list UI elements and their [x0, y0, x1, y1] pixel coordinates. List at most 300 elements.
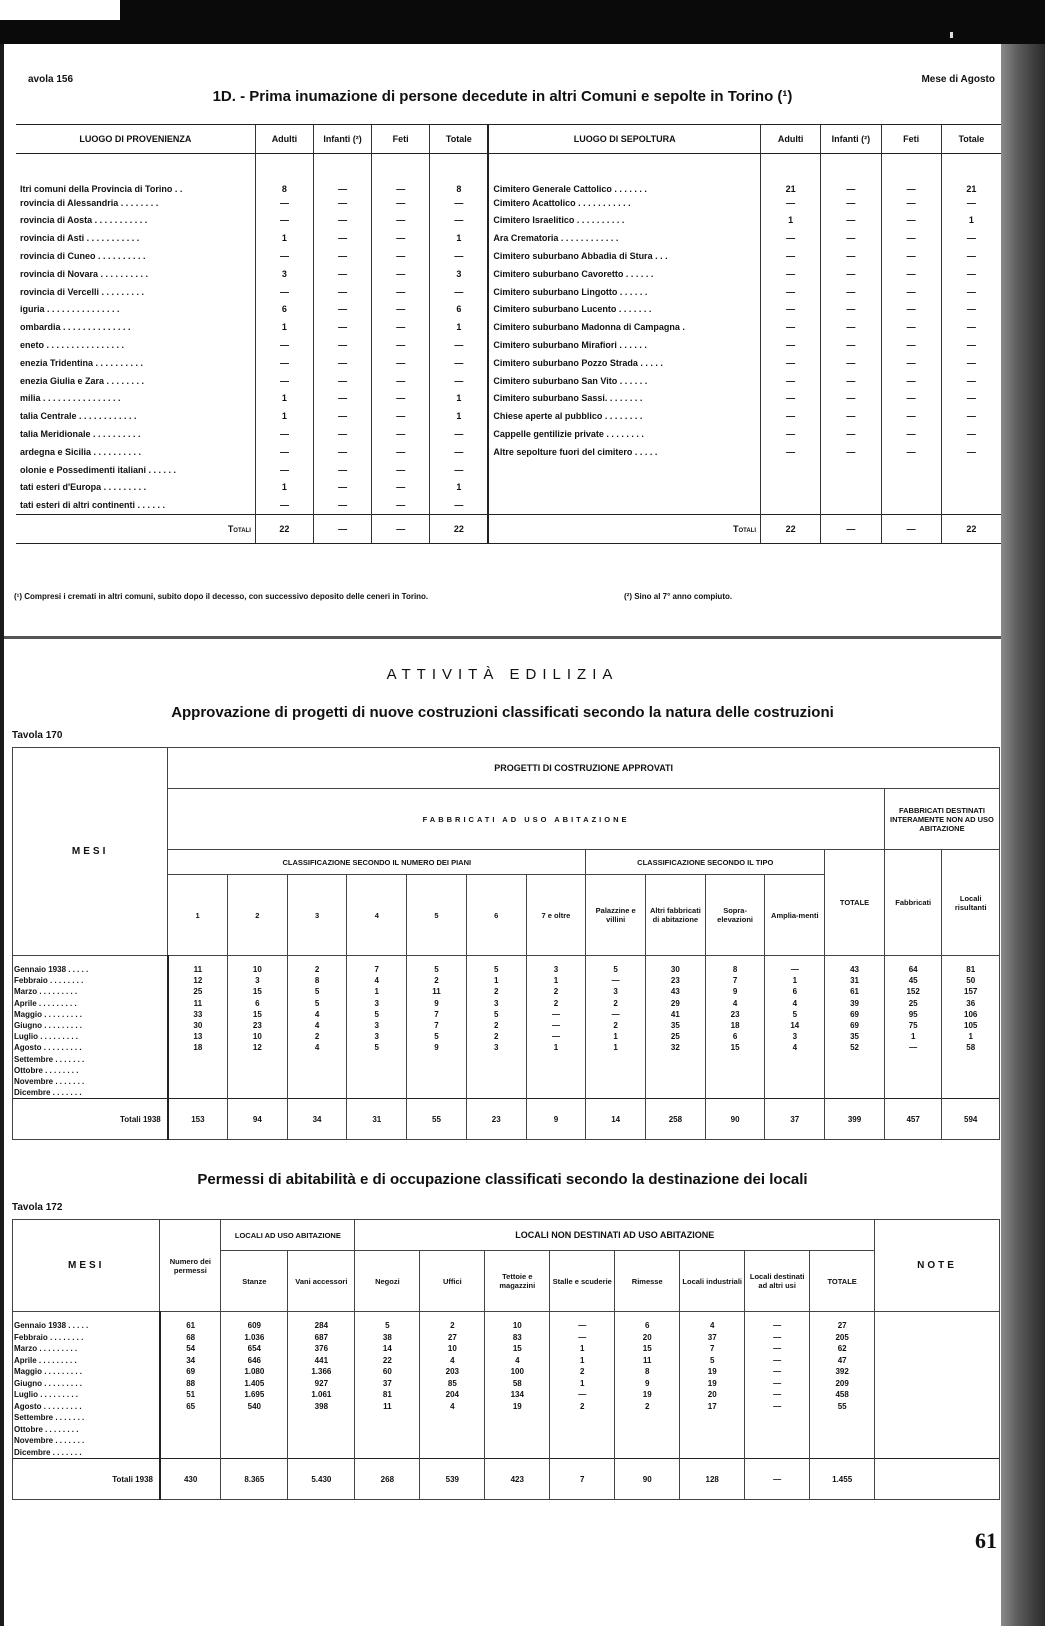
value-cell: 38 [355, 1332, 420, 1344]
abitabilita-row [13, 1424, 1000, 1436]
value-cell [825, 1076, 885, 1087]
burials-footnote-1: (¹) Compresi i cremati in altri comuni, subito dopo il decesso, con successivo deposito delle ceneri in Torino. [14, 592, 429, 601]
count-cell: — [430, 461, 489, 479]
value-cell: 3 [347, 998, 407, 1009]
count-cell: — [821, 247, 881, 265]
value-cell: 1.405 [221, 1378, 288, 1390]
value-cell: 81 [355, 1389, 420, 1401]
burials-total-row [16, 515, 1001, 544]
month-cell: Dicembre . . . . . . . [13, 1447, 160, 1459]
abitabilita-row [13, 1401, 1000, 1413]
value-cell [466, 1076, 526, 1087]
count-cell: 8 [255, 154, 313, 194]
burials-total-cell: — [881, 515, 941, 544]
count-cell [761, 479, 821, 497]
count-cell: — [314, 194, 372, 212]
scan-corner [0, 0, 120, 20]
value-cell [160, 1435, 221, 1447]
tavola-172-label: Tavola 172 [12, 1202, 63, 1213]
month-cell: Agosto . . . . . . . . . [13, 1401, 160, 1413]
value-cell [420, 1424, 485, 1436]
count-cell: — [821, 443, 881, 461]
note-cell [875, 1459, 1000, 1500]
burials-row [16, 318, 1001, 336]
abitabilita-title: Permessi di abitabilità e di occupazione classificati secondo la destinazione dei locali [197, 1171, 808, 1188]
count-cell [881, 461, 941, 479]
note-cell [875, 1378, 1000, 1390]
value-cell: 39 [825, 998, 885, 1009]
value-cell: 9 [407, 1042, 467, 1053]
value-cell: — [586, 975, 646, 986]
value-cell: 5 [680, 1355, 745, 1367]
abitabilita-row [13, 1389, 1000, 1401]
value-cell: 1 [347, 986, 407, 997]
value-cell: 2 [526, 998, 586, 1009]
count-cell: — [941, 283, 1001, 301]
count-cell: — [761, 318, 821, 336]
value-cell: 687 [288, 1332, 355, 1344]
value-cell: 10 [227, 956, 287, 976]
count-cell: — [430, 283, 489, 301]
progetti-total-cell: 23 [466, 1099, 526, 1140]
value-cell: 2 [526, 986, 586, 997]
burials-col-header: Totale [430, 125, 489, 154]
progetti-table [12, 747, 1000, 1140]
value-cell: — [745, 1355, 810, 1367]
value-cell: 12 [227, 1042, 287, 1053]
count-cell: — [881, 247, 941, 265]
count-cell: — [821, 265, 881, 283]
count-cell: — [761, 247, 821, 265]
value-cell: 88 [160, 1378, 221, 1390]
sepoltura-cell [488, 461, 760, 479]
burials-row [16, 390, 1001, 408]
month-cell: Marzo . . . . . . . . . [13, 986, 168, 997]
month-cell: Gennaio 1938 . . . . . [13, 1312, 160, 1332]
value-cell: 10 [485, 1312, 550, 1332]
count-cell: 1 [430, 479, 489, 497]
progetti-total-cell: 14 [586, 1099, 646, 1140]
sepoltura-cell: Cimitero suburbano Lucento . . . . . . . [488, 301, 760, 319]
value-cell: 609 [221, 1312, 288, 1332]
value-cell [466, 1087, 526, 1099]
numero-permessi-header: Numero dei permessi [160, 1220, 221, 1312]
count-cell: — [941, 372, 1001, 390]
burials-total-cell: — [314, 515, 372, 544]
value-cell: 5 [355, 1312, 420, 1332]
provenienza-cell: iguria . . . . . . . . . . . . . . . [20, 304, 120, 315]
value-cell: 4 [287, 1009, 347, 1020]
month-cell: Agosto . . . . . . . . . [13, 1042, 168, 1053]
value-cell: 152 [884, 986, 942, 997]
value-cell: 11 [355, 1401, 420, 1413]
count-cell: — [314, 443, 372, 461]
count-cell: — [372, 425, 430, 443]
count-cell: — [372, 265, 430, 283]
piani-col-header: 1 [168, 875, 228, 956]
value-cell: 69 [825, 1020, 885, 1031]
value-cell: 1 [765, 975, 825, 986]
count-cell: — [372, 247, 430, 265]
abitabilita-table [12, 1219, 1000, 1500]
fabbricati-abitazione-header: FABBRICATI AD USO ABITAZIONE [168, 789, 885, 850]
count-cell: — [372, 154, 430, 194]
burials-row [16, 354, 1001, 372]
value-cell: 4 [420, 1355, 485, 1367]
count-cell: — [941, 407, 1001, 425]
value-cell: 20 [680, 1389, 745, 1401]
edilizia-heading: ATTIVITÀ EDILIZIA [386, 666, 619, 683]
count-cell: — [314, 372, 372, 390]
count-cell: — [941, 443, 1001, 461]
sepoltura-cell: Cimitero suburbano Pozzo Strada . . . . . [488, 354, 760, 372]
count-cell: — [430, 496, 489, 514]
value-cell: — [884, 1042, 942, 1053]
count-cell: — [430, 372, 489, 390]
value-cell: 398 [288, 1401, 355, 1413]
count-cell: — [314, 229, 372, 247]
progetti-header: PROGETTI DI COSTRUZIONE APPROVATI [168, 748, 1000, 789]
value-cell: 209 [810, 1378, 875, 1390]
burials-col-header: Infanti (²) [821, 125, 881, 154]
value-cell: 2 [287, 1031, 347, 1042]
burials-col-header: Adulti [761, 125, 821, 154]
value-cell: 3 [586, 986, 646, 997]
value-cell: — [550, 1312, 615, 1332]
provenienza-cell: ardegna e Sicilia . . . . . . . . . . [20, 446, 142, 457]
note-cell [875, 1435, 1000, 1447]
value-cell [347, 1065, 407, 1076]
value-cell [680, 1424, 745, 1436]
value-cell [407, 1054, 467, 1065]
note-cell [875, 1447, 1000, 1459]
count-cell [821, 479, 881, 497]
value-cell: 31 [825, 975, 885, 986]
value-cell: 95 [884, 1009, 942, 1020]
burials-row [16, 212, 1001, 230]
value-cell: 927 [288, 1378, 355, 1390]
value-cell: 1 [526, 1042, 586, 1053]
count-cell: 21 [941, 154, 1001, 194]
count-cell: — [314, 247, 372, 265]
sepoltura-cell: Cimitero Israelitico . . . . . . . . . . [488, 212, 760, 230]
value-cell: 20 [615, 1332, 680, 1344]
count-cell: — [314, 407, 372, 425]
month-label: Mese di Agosto [921, 74, 995, 85]
value-cell [355, 1447, 420, 1459]
count-cell: — [255, 194, 313, 212]
count-cell: — [881, 318, 941, 336]
value-cell [526, 1076, 586, 1087]
value-cell [168, 1087, 228, 1099]
value-cell: 30 [168, 1020, 228, 1031]
value-cell: 3 [347, 1020, 407, 1031]
value-cell: 25 [168, 986, 228, 997]
count-cell: — [255, 354, 313, 372]
class-tipo-header: CLASSIFICAZIONE SECONDO IL TIPO [586, 850, 825, 875]
value-cell: 14 [765, 1020, 825, 1031]
value-cell: — [745, 1366, 810, 1378]
burials-col-header: Adulti [255, 125, 313, 154]
value-cell: — [586, 1009, 646, 1020]
value-cell: 69 [825, 1009, 885, 1020]
value-cell: 11 [168, 998, 228, 1009]
value-cell: 6 [227, 998, 287, 1009]
provenienza-cell: ltri comuni della Provincia di Torino . . [20, 183, 183, 194]
value-cell: 1 [466, 975, 526, 986]
value-cell [745, 1412, 810, 1424]
value-cell: 376 [288, 1343, 355, 1355]
count-cell: — [430, 443, 489, 461]
value-cell [168, 1065, 228, 1076]
fabbricati-non-abitazione-header: FABBRICATI DESTINATI INTERAMENTE NON AD USO ABITAZIONE [884, 789, 999, 850]
value-cell [466, 1065, 526, 1076]
count-cell: — [881, 407, 941, 425]
progetti-row [13, 975, 1000, 986]
sepoltura-cell: Cimitero Generale Cattolico . . . . . . . [488, 154, 760, 194]
sepoltura-cell: Cimitero suburbano Mirafiori . . . . . . [488, 336, 760, 354]
value-cell [884, 1076, 942, 1087]
abitabilita-row [13, 1366, 1000, 1378]
value-cell: 4 [680, 1312, 745, 1332]
value-cell: 1 [586, 1031, 646, 1042]
count-cell: — [372, 194, 430, 212]
sepoltura-cell: Chiese aperte al pubblico . . . . . . . . [488, 407, 760, 425]
count-cell: — [881, 212, 941, 230]
count-cell: — [314, 301, 372, 319]
count-cell: — [761, 265, 821, 283]
count-cell: — [941, 318, 1001, 336]
value-cell: 13 [168, 1031, 228, 1042]
value-cell [160, 1412, 221, 1424]
value-cell: 204 [420, 1389, 485, 1401]
value-cell: 58 [942, 1042, 1000, 1053]
sepoltura-cell: Cimitero suburbano Cavoretto . . . . . . [488, 265, 760, 283]
value-cell: 15 [227, 986, 287, 997]
progetti-row [13, 998, 1000, 1009]
count-cell: — [430, 354, 489, 372]
tavola-156-label: avola 156 [28, 74, 74, 85]
count-cell: — [821, 283, 881, 301]
value-cell [227, 1065, 287, 1076]
value-cell: 100 [485, 1366, 550, 1378]
abitabilita-total-cell: 128 [680, 1459, 745, 1500]
count-cell: 1 [430, 229, 489, 247]
count-cell: — [881, 372, 941, 390]
value-cell: 2 [550, 1366, 615, 1378]
value-cell [221, 1412, 288, 1424]
value-cell: 83 [485, 1332, 550, 1344]
count-cell: — [941, 265, 1001, 283]
note-header: NOTE [875, 1220, 1000, 1312]
count-cell: — [372, 372, 430, 390]
value-cell [466, 1054, 526, 1065]
value-cell: 47 [810, 1355, 875, 1367]
count-cell: — [430, 212, 489, 230]
month-cell: Luglio . . . . . . . . . [13, 1389, 160, 1401]
value-cell [825, 1065, 885, 1076]
section-divider [4, 636, 1001, 639]
value-cell: 6 [765, 986, 825, 997]
value-cell: 2 [466, 1031, 526, 1042]
count-cell [941, 479, 1001, 497]
value-cell: 3 [765, 1031, 825, 1042]
value-cell: 54 [160, 1343, 221, 1355]
month-cell: Novembre . . . . . . . [13, 1076, 168, 1087]
value-cell: — [526, 1020, 586, 1031]
abitabilita-row [13, 1332, 1000, 1344]
count-cell: — [372, 390, 430, 408]
value-cell: 5 [287, 986, 347, 997]
value-cell [705, 1065, 765, 1076]
count-cell [821, 496, 881, 514]
burials-row [16, 336, 1001, 354]
value-cell: 85 [420, 1378, 485, 1390]
value-cell: 35 [825, 1031, 885, 1042]
page-number: 61 [975, 1528, 997, 1553]
value-cell: 25 [646, 1031, 706, 1042]
count-cell: — [881, 336, 941, 354]
non-abitazione-col-header: Tettoie e magazzini [485, 1251, 550, 1312]
value-cell [347, 1076, 407, 1087]
count-cell: — [941, 425, 1001, 443]
month-cell: Giugno . . . . . . . . . [13, 1378, 160, 1390]
value-cell [355, 1435, 420, 1447]
burials-row [16, 461, 1001, 479]
value-cell [485, 1435, 550, 1447]
count-cell: — [821, 301, 881, 319]
value-cell [347, 1087, 407, 1099]
value-cell [160, 1424, 221, 1436]
value-cell: 43 [646, 986, 706, 997]
value-cell: 205 [810, 1332, 875, 1344]
value-cell [942, 1065, 1000, 1076]
note-cell [875, 1355, 1000, 1367]
value-cell: 3 [227, 975, 287, 986]
count-cell: — [430, 336, 489, 354]
burials-row [16, 247, 1001, 265]
value-cell: 1.695 [221, 1389, 288, 1401]
piani-col-header: 5 [407, 875, 467, 956]
provenienza-cell: eneto . . . . . . . . . . . . . . . . [20, 340, 125, 351]
value-cell [745, 1435, 810, 1447]
value-cell: 15 [615, 1343, 680, 1355]
totale-header: TOTALE [825, 850, 885, 956]
note-cell [875, 1312, 1000, 1332]
sepoltura-cell: Cimitero suburbano Lingotto . . . . . . [488, 283, 760, 301]
burials-total-cell: Totali [488, 515, 760, 544]
value-cell: 3 [466, 998, 526, 1009]
count-cell [881, 479, 941, 497]
month-cell: Maggio . . . . . . . . . [13, 1366, 160, 1378]
piani-col-header: 7 e oltre [526, 875, 586, 956]
value-cell: 105 [942, 1020, 1000, 1031]
burials-row [16, 425, 1001, 443]
burials-footnote-2: (²) Sino al 7° anno compiuto. [624, 592, 733, 601]
count-cell [881, 496, 941, 514]
value-cell [227, 1076, 287, 1087]
non-abitazione-col-header: TOTALE [810, 1251, 875, 1312]
value-cell: 15 [705, 1042, 765, 1053]
count-cell: — [761, 336, 821, 354]
value-cell: 23 [705, 1009, 765, 1020]
burials-row [16, 496, 1001, 514]
count-cell: — [881, 154, 941, 194]
abitabilita-total-cell: 1.455 [810, 1459, 875, 1500]
value-cell: 458 [810, 1389, 875, 1401]
value-cell [765, 1065, 825, 1076]
value-cell: 30 [646, 956, 706, 976]
value-cell [765, 1087, 825, 1099]
value-cell: — [526, 1031, 586, 1042]
count-cell: — [881, 301, 941, 319]
burials-row [16, 372, 1001, 390]
value-cell [705, 1054, 765, 1065]
value-cell: 50 [942, 975, 1000, 986]
value-cell: 2 [420, 1312, 485, 1332]
count-cell: — [941, 194, 1001, 212]
value-cell: — [745, 1389, 810, 1401]
value-cell: 15 [485, 1343, 550, 1355]
value-cell [615, 1447, 680, 1459]
value-cell: 58 [485, 1378, 550, 1390]
month-cell: Marzo . . . . . . . . . [13, 1343, 160, 1355]
sepoltura-cell: Cimitero suburbano Abbadia di Stura . . . [488, 247, 760, 265]
month-cell: Ottobre . . . . . . . . [13, 1424, 160, 1436]
value-cell: 5 [347, 1009, 407, 1020]
value-cell: — [745, 1312, 810, 1332]
count-cell: — [314, 496, 372, 514]
value-cell [942, 1087, 1000, 1099]
value-cell [287, 1065, 347, 1076]
burials-row [16, 229, 1001, 247]
count-cell: — [255, 425, 313, 443]
burials-total-cell: 22 [761, 515, 821, 544]
count-cell [761, 496, 821, 514]
tipo-col-header: Sopra-elevazioni [705, 875, 765, 956]
value-cell: 1.366 [288, 1366, 355, 1378]
value-cell: 19 [680, 1366, 745, 1378]
value-cell: 2 [407, 975, 467, 986]
value-cell: 203 [420, 1366, 485, 1378]
mesi-header: MESI [13, 748, 168, 956]
burials-total-cell: 22 [255, 515, 313, 544]
count-cell: — [372, 461, 430, 479]
count-cell: — [314, 390, 372, 408]
non-abitazione-col-header: Locali risultanti [942, 850, 1000, 956]
count-cell [941, 496, 1001, 514]
count-cell: — [372, 336, 430, 354]
burials-col-header: LUOGO DI SEPOLTURA [488, 125, 760, 154]
value-cell: — [745, 1332, 810, 1344]
month-cell: Dicembre . . . . . . . [13, 1087, 168, 1099]
value-cell [884, 1087, 942, 1099]
value-cell: 8 [705, 956, 765, 976]
value-cell: 5 [466, 1009, 526, 1020]
count-cell [941, 461, 1001, 479]
progetti-total-cell: 594 [942, 1099, 1000, 1140]
count-cell: — [372, 229, 430, 247]
burials-col-header: LUOGO DI PROVENIENZA [16, 125, 255, 154]
value-cell: 12 [168, 975, 228, 986]
piani-col-header: 6 [466, 875, 526, 956]
progetti-title: Approvazione di progetti di nuove costruzioni classificati secondo la natura delle costruzioni [171, 704, 834, 721]
tipo-col-header: Amplia-menti [765, 875, 825, 956]
abitabilita-row [13, 1412, 1000, 1424]
count-cell: — [761, 194, 821, 212]
value-cell: 11 [615, 1355, 680, 1367]
value-cell: 22 [355, 1355, 420, 1367]
